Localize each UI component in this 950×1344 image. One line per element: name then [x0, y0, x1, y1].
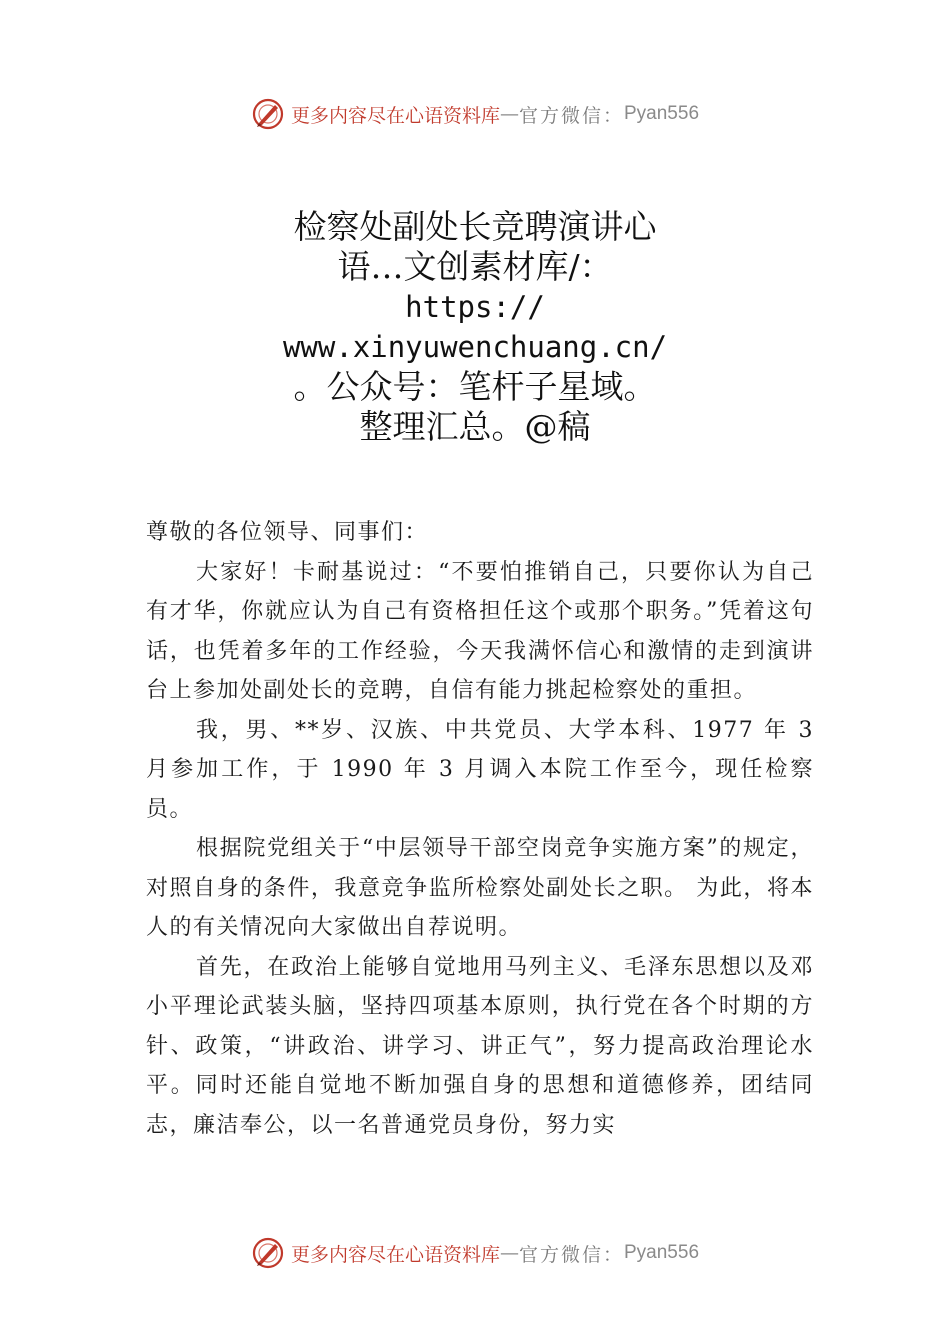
- document-body: [146, 513, 814, 1145]
- body-paragraph: 大家好！卡耐基说过：“不要怕推销自己，只要你认为自己有才华，你就应认为自己有资格担任这个或那个职务。”凭着这句话，也凭着多年的工作经验，今天我满怀信心和激情的走到演讲台上参加处副处长的竞聘，自信有能力挑起检察处的重担。: [146, 559, 814, 703]
- title-line-5: 。公众号：笔杆子星域。: [293, 367, 657, 406]
- title-line-1: 检察处副处长竞聘演讲心: [293, 207, 657, 246]
- body-paragraph: 我，男、**岁、汉族、中共党员、大学本科、1977 年 3 月参加工作，于 1990 年 3 月调入本院工作至今，现任检察员。: [146, 717, 814, 822]
- banner-site-text: 更多内容尽在心语资料库: [290, 1243, 500, 1266]
- footer-banner: [0, 1233, 950, 1273]
- title-line-3: https://: [405, 290, 545, 324]
- title-line-4: www.xinyuwenchuang.cn/: [282, 330, 668, 364]
- banner-dash: —: [499, 1242, 519, 1264]
- pen-logo-icon: [251, 97, 285, 131]
- title-line-2: 语…文创素材库/：: [337, 247, 613, 286]
- banner-wechat-label: 官方微信：: [518, 1243, 624, 1266]
- pen-logo-icon: [251, 1236, 285, 1270]
- header-banner: [0, 94, 950, 134]
- banner-wechat-id: Pyan556: [624, 1242, 700, 1263]
- document-title: [0, 207, 950, 447]
- body-paragraph: 首先，在政治上能够自觉地用马列主义、毛泽东思想以及邓小平理论武装头脑，坚持四项基本原则，执行党在各个时期的方针、政策，“讲政治、讲学习、讲正气”，努力提高政治理论水平。同时还能自觉地不断加强自身的思想和道德修养，团结同志，廉洁奉公，以一名普通党员身份，努力实: [146, 954, 814, 1138]
- banner-site-text: 更多内容尽在心语资料库: [290, 104, 500, 127]
- banner-wechat-label: 官方微信：: [518, 104, 624, 127]
- title-line-6: 整理汇总。@稿: [359, 407, 591, 446]
- salutation: 尊敬的各位领导、同事们：: [146, 520, 429, 545]
- body-paragraph: 根据院党组关于“中层领导干部空岗竞争实施方案”的规定，对照自身的条件，我意竞争监所检察处副处长之职。 为此，将本人的有关情况向大家做出自荐说明。: [146, 836, 814, 940]
- banner-wechat-id: Pyan556: [624, 103, 700, 124]
- banner-dash: —: [499, 103, 519, 125]
